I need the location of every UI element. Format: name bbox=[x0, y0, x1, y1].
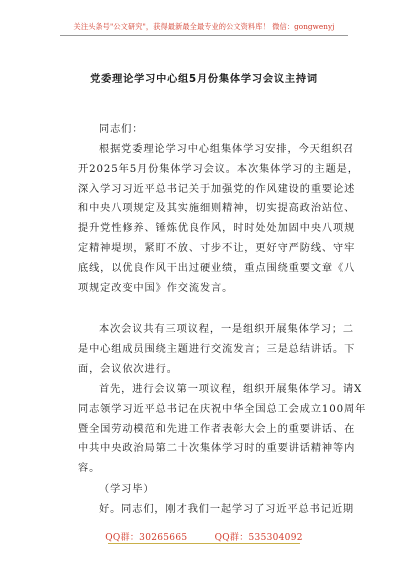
header-banner-link[interactable]: 关注头条号"公文研究"，获得最新最全最专业的公文资料库！ 微信：gongwenyj bbox=[73, 22, 335, 31]
paragraph-line: 根据党委理论学习中心组集体学习安排，今天组织召 bbox=[99, 144, 355, 155]
footer-contact bbox=[0, 530, 408, 543]
paragraph-line: 同志领学习近平总书记在庆祝中华全国总工会成立100周年 bbox=[78, 403, 367, 415]
paragraph-1 bbox=[78, 140, 359, 298]
paragraph-line: 暨全国劳动模范和先进工作者表彰大会上的重要讲话、在 bbox=[78, 423, 356, 435]
paragraph-line: （学习毕） bbox=[99, 484, 155, 495]
paragraph-line: 项规定改变中国》作交流发言。 bbox=[78, 282, 234, 294]
paragraph-line: 好。同志们，刚才我们一起学习了习近平总书记近期 bbox=[99, 504, 355, 515]
paragraph-line: 本次会议共有三项议程，一是组织开展集体学习；二 bbox=[99, 324, 355, 335]
paragraph-line: 容。 bbox=[78, 463, 101, 475]
header-divider bbox=[60, 35, 348, 36]
header-banner[interactable] bbox=[0, 22, 408, 32]
paragraph-line: 是中心组成员围绕主题进行交流发言；三是总结讲话。下 bbox=[78, 343, 356, 355]
document-title: 党委理论学习中心组5月份集体学习会议主持词 bbox=[90, 74, 318, 85]
paragraph-line: 和中央八项规定及其实施细则精神，切实提高政治站位、 bbox=[78, 203, 356, 215]
footer-divider bbox=[108, 543, 300, 544]
salutation-text: 同志们： bbox=[99, 124, 144, 135]
footer-qq-left[interactable]: QQ群：30265665 bbox=[105, 533, 188, 543]
paragraph-5 bbox=[78, 500, 355, 520]
salutation bbox=[78, 120, 332, 140]
paragraph-line: 面，会议依次进行。 bbox=[78, 363, 178, 375]
paragraph-line: 中共中央政治局第二十次集体学习时的重要讲话精神等内 bbox=[78, 443, 356, 455]
paragraph-line: 开2025年5月份集体学习会议。本次集体学习的主题是， bbox=[78, 163, 359, 175]
paragraph-line: 提升党性修养、锤炼优良作风，时时处处加固中央八项规 bbox=[78, 223, 356, 235]
paragraph-line: 深入学习习近平总书记关于加强党的作风建设的重要论述 bbox=[78, 183, 356, 195]
paragraph-line: 底线，以优良作风干出过硬业绩，重点围绕重要文章《八 bbox=[78, 262, 356, 274]
paragraph-line: 首先，进行会议第一项议程，组织开展集体学习。请X bbox=[99, 384, 363, 395]
paragraph-2 bbox=[78, 320, 356, 379]
footer-qq-right[interactable]: QQ群：535304092 bbox=[214, 533, 303, 543]
paragraph-4 bbox=[78, 480, 332, 500]
paragraph-line: 定精神堤坝，紧盯不放、寸步不让，更好守严防线、守牢 bbox=[78, 242, 356, 254]
paragraph-3 bbox=[78, 380, 367, 479]
